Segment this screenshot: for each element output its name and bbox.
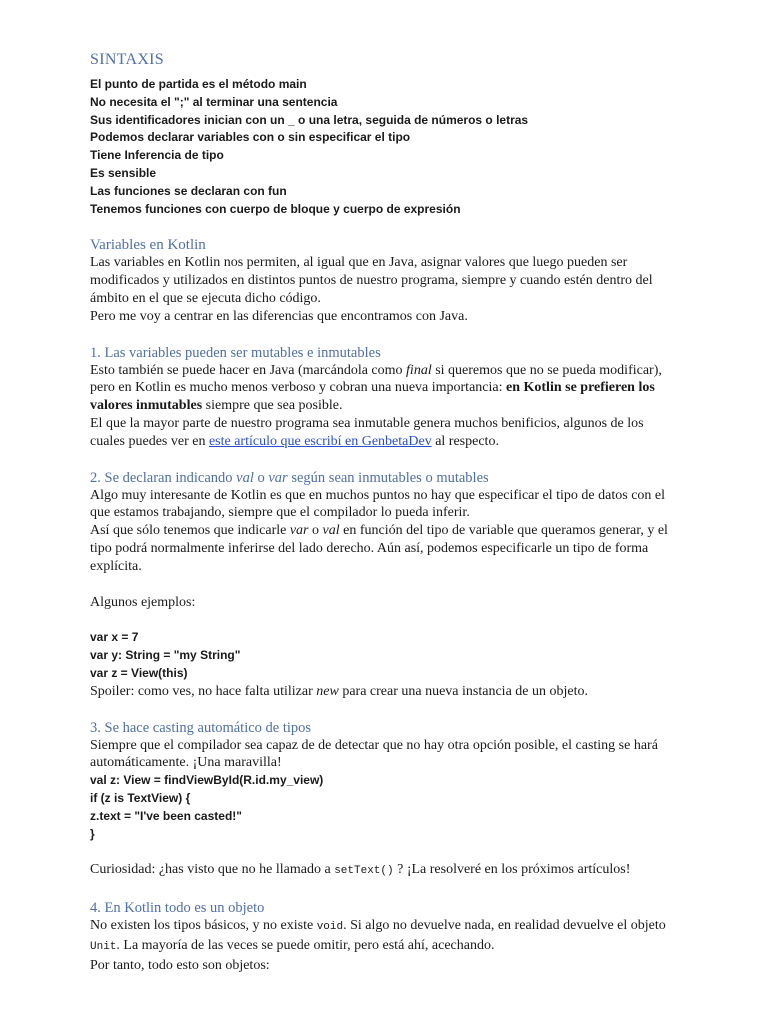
section-2-paragraph-1: Algo muy interesante de Kotlin es que en muchos puntos no hay que especificar el tipo de datos con el que estamos trabajando, siempre que el compilador lo pueda inferir. [90, 487, 666, 521]
variables-paragraph-2: Pero me voy a centrar en las diferencias que encontramos con Java. [90, 308, 468, 324]
heading-section-1: 1. Las variables pueden ser mutables e inmutables [90, 344, 381, 361]
list-item: Sus identificadores inician con un _ o una letra, seguida de números o letras [90, 112, 529, 127]
section-4-paragraph-1: No existen los tipos básicos, y no existe void. Si algo no devuelve nada, en realidad devuelve el objeto Unit. La mayoría de las veces se puede omitir, pero está ahí, acechando. [90, 918, 666, 953]
list-item: El punto de partida es el método main [90, 77, 307, 91]
section-4-paragraph-2: Por tanto, todo esto son objetos: [90, 957, 270, 973]
code-line: var z = View(this) [90, 665, 188, 680]
section-2-paragraph-2: Así que sólo tenemos que indicarle var o val en función del tipo de variable que queramos generar, y el tipo podrá normalmente inferirse del lado derecho. Aún así, podemos especificarle un tipo de forma explícita. [90, 523, 668, 574]
spoiler-paragraph: Spoiler: como ves, no hace falta utilizar new para crear una nueva instancia de un objeto. [90, 683, 588, 699]
curiosidad-paragraph: Curiosidad: ¿has visto que no he llamado a setText() ? ¡La resolveré en los próximos artículos! [90, 862, 631, 878]
code-line: if (z is TextView) { [90, 790, 191, 805]
heading-variables: Variables en Kotlin [90, 237, 206, 254]
examples-label: Algunos ejemplos: [90, 594, 196, 610]
heading-sintaxis: SINTAXIS [90, 51, 165, 68]
list-item: Las funciones se declaran con fun [90, 183, 287, 198]
list-item: Tenemos funciones con cuerpo de bloque y cuerpo de expresión [90, 201, 461, 216]
section-1-paragraph-2: El que la mayor parte de nuestro programa sea inmutable genera muchos benificios, algunos de los cuales puedes ver en este artículo que escribí en GenbetaDev al respecto. [90, 415, 644, 449]
code-line: } [90, 826, 95, 841]
sintaxis-list [90, 76, 678, 218]
section-3-paragraph-1: Siempre que el compilador sea capaz de de detectar que no hay otra opción posible, el casting se hará automáticamente. ¡Una maravilla! [90, 737, 658, 771]
list-item: Es sensible [90, 165, 157, 180]
heading-section-3: 3. Se hace casting automático de tipos [90, 719, 312, 736]
heading-section-2: 2. Se declaran indicando val o var según sean inmutables o mutables [90, 469, 489, 486]
code-line: val z: View = findViewById(R.id.my_view) [90, 773, 324, 788]
list-item: Tiene Inferencia de tipo [90, 148, 224, 163]
list-item: No necesita el ";" al terminar una sentencia [90, 94, 338, 109]
code-line: var y: String = "my String" [90, 648, 241, 663]
section-1-paragraph-1: Esto también se puede hacer en Java (marcándola como final si queremos que no se pueda modificar), pero en Kotlin es mucho menos verboso y cobran una nueva importancia: en Kotlin se prefieren los valores inmutables siempre que sea posible. [90, 362, 662, 414]
code-line: z.text = "I've been casted!" [90, 808, 242, 823]
code-line: var x = 7 [90, 630, 139, 645]
variables-paragraph-1: Las variables en Kotlin nos permiten, al igual que en Java, asignar valores que luego pueden ser modificados y utilizados en distintos puntos de nuestro programa, siempre y cuando estén dentro del ámbito en el que se ejecuta dicho código. [90, 255, 653, 306]
genbetadev-article-link[interactable]: este artículo que escribí en GenbetaDev [208, 433, 432, 449]
heading-section-4: 4. En Kotlin todo es un objeto [90, 900, 265, 917]
list-item: Podemos declarar variables con o sin especificar el tipo [90, 130, 411, 145]
